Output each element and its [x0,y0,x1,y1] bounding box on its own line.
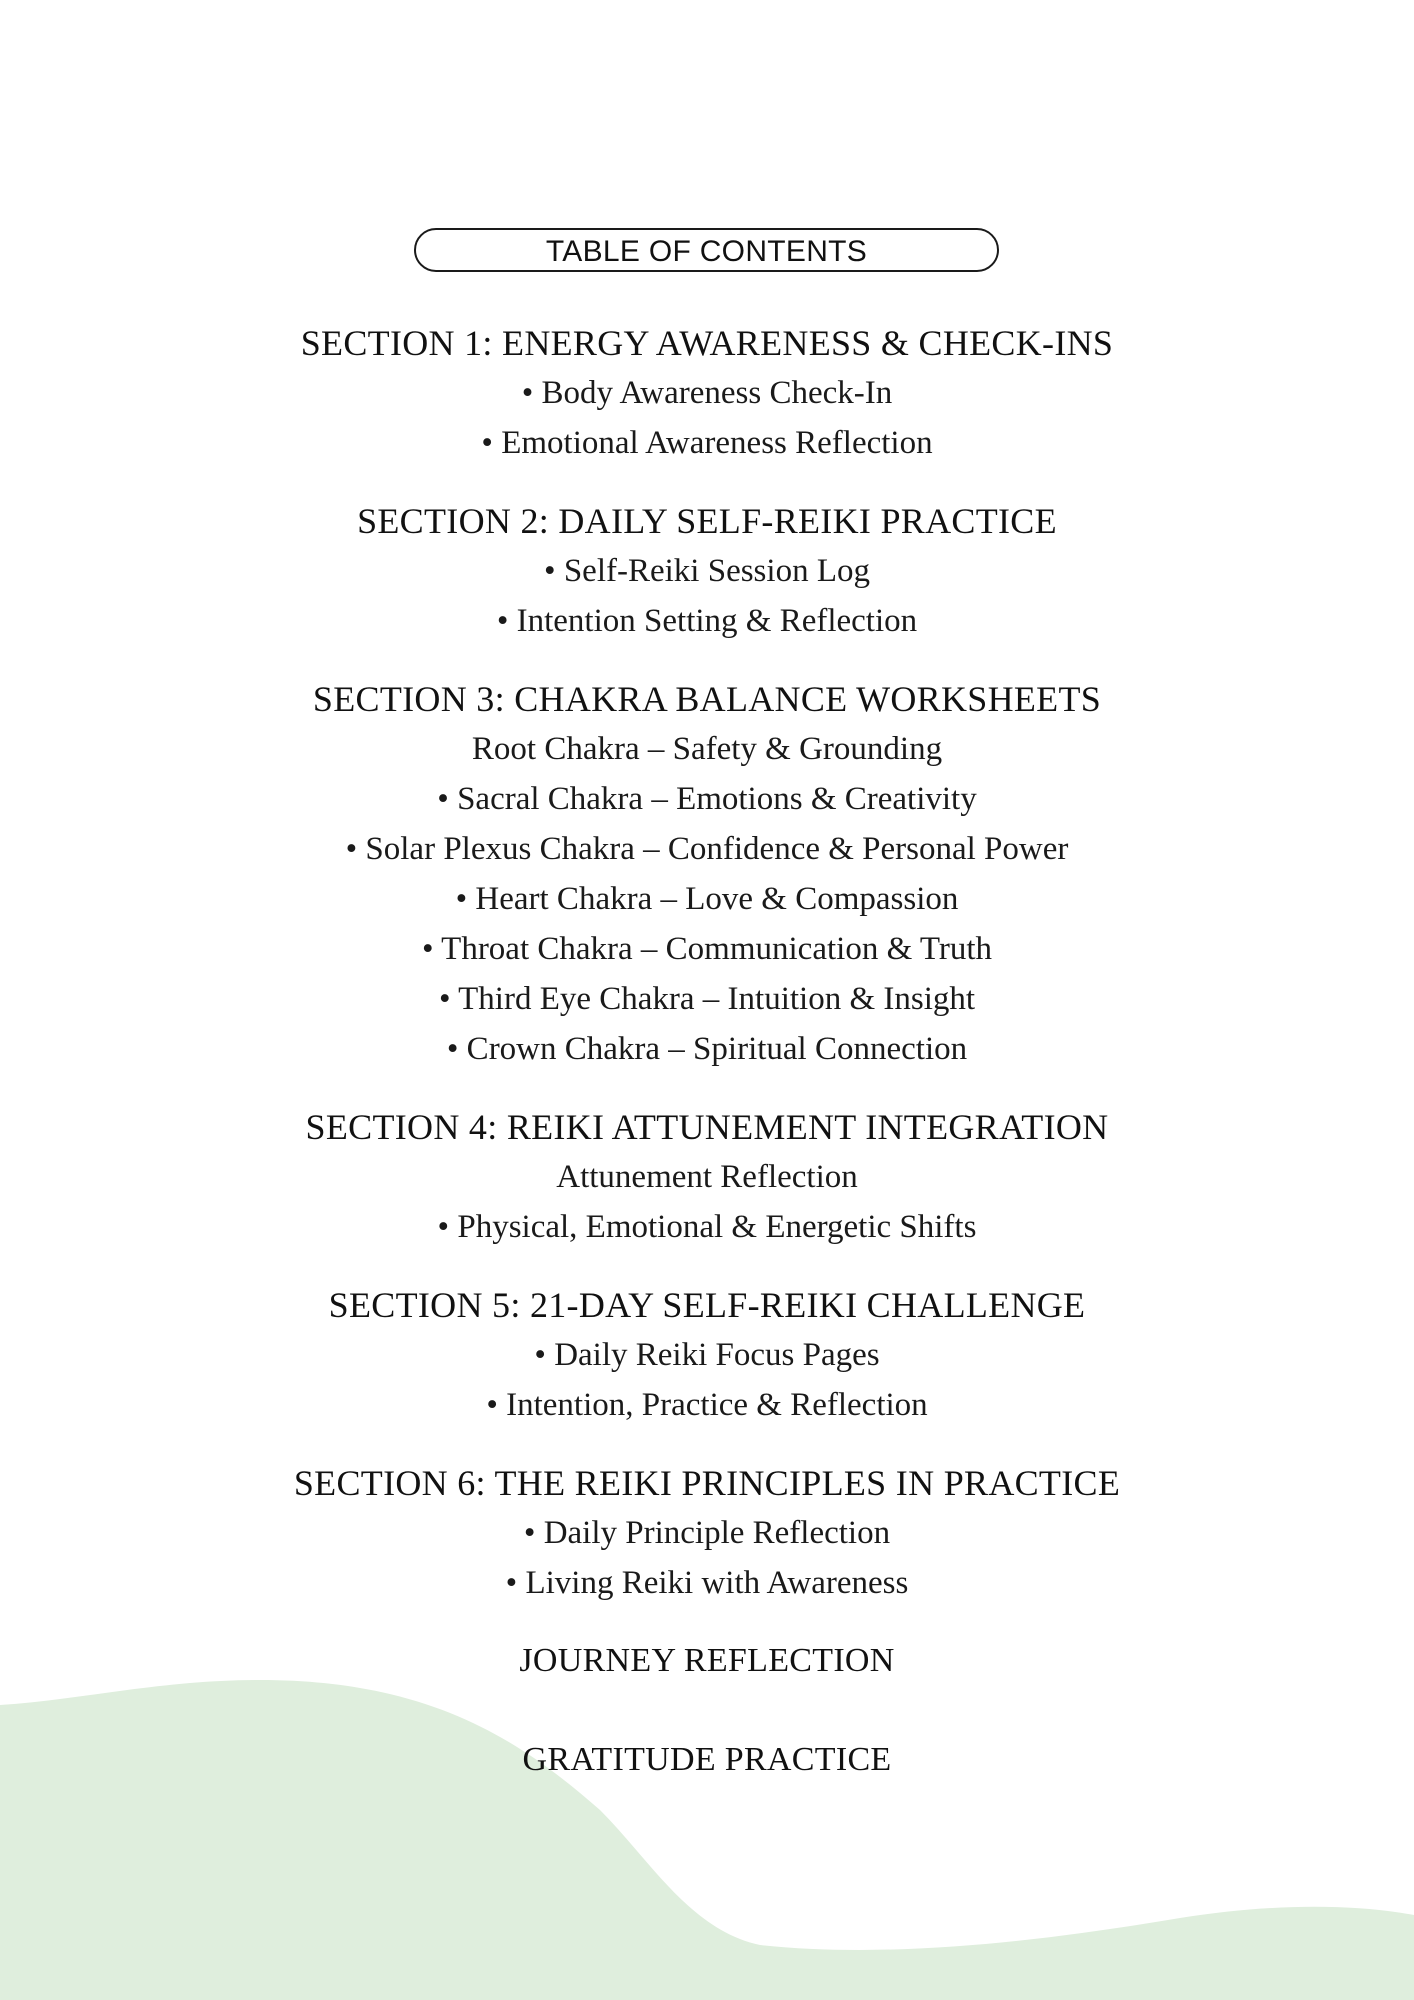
toc-title: TABLE OF CONTENTS [545,235,868,268]
toc-section-1 [0,318,1414,468]
toc-section-3 [0,674,1414,1074]
toc-item: • Crown Chakra – Spiritual Connection [446,1031,968,1067]
journey-reflection-heading: JOURNEY REFLECTION [519,1642,895,1679]
section-title: SECTION 5: 21-DAY SELF-REIKI CHALLENGE [328,1285,1086,1325]
toc-item: • Emotional Awareness Reflection [481,425,933,461]
toc-section-6 [0,1458,1414,1608]
toc-list [0,318,1414,1785]
toc-item: • Solar Plexus Chakra – Confidence & Personal Power [345,831,1069,867]
toc-item: • Daily Principle Reflection [523,1515,891,1551]
toc-section-2 [0,496,1414,646]
toc-item: • Body Awareness Check-In [521,375,893,411]
toc-item: Attunement Reflection [556,1159,858,1195]
toc-item: • Intention Setting & Reflection [496,603,918,639]
toc-item: • Third Eye Chakra – Intuition & Insight [438,981,976,1017]
toc-item: • Self-Reiki Session Log [544,553,870,589]
toc-section-4 [0,1102,1414,1252]
section-title: SECTION 4: REIKI ATTUNEMENT INTEGRATION [305,1107,1109,1147]
section-title: SECTION 6: THE REIKI PRINCIPLES IN PRACTICE [293,1463,1121,1503]
toc-item: • Daily Reiki Focus Pages [534,1337,880,1373]
toc-section-5 [0,1280,1414,1430]
toc-item: • Heart Chakra – Love & Compassion [455,881,959,917]
section-title: SECTION 1: ENERGY AWARENESS & CHECK-INS [300,323,1114,363]
gratitude-practice-heading: GRATITUDE PRACTICE [522,1741,892,1778]
toc-item: Root Chakra – Safety & Grounding [471,731,943,767]
section-title: SECTION 2: DAILY SELF-REIKI PRACTICE [357,501,1057,541]
section-title: SECTION 3: CHAKRA BALANCE WORKSHEETS [312,679,1102,719]
toc-item: • Throat Chakra – Communication & Truth [421,931,993,967]
toc-item: • Sacral Chakra – Emotions & Creativity [437,781,977,817]
toc-title-badge [414,228,999,272]
toc-item: • Living Reiki with Awareness [505,1565,909,1601]
toc-item: • Intention, Practice & Reflection [486,1387,928,1423]
toc-item: • Physical, Emotional & Energetic Shifts [437,1209,977,1245]
